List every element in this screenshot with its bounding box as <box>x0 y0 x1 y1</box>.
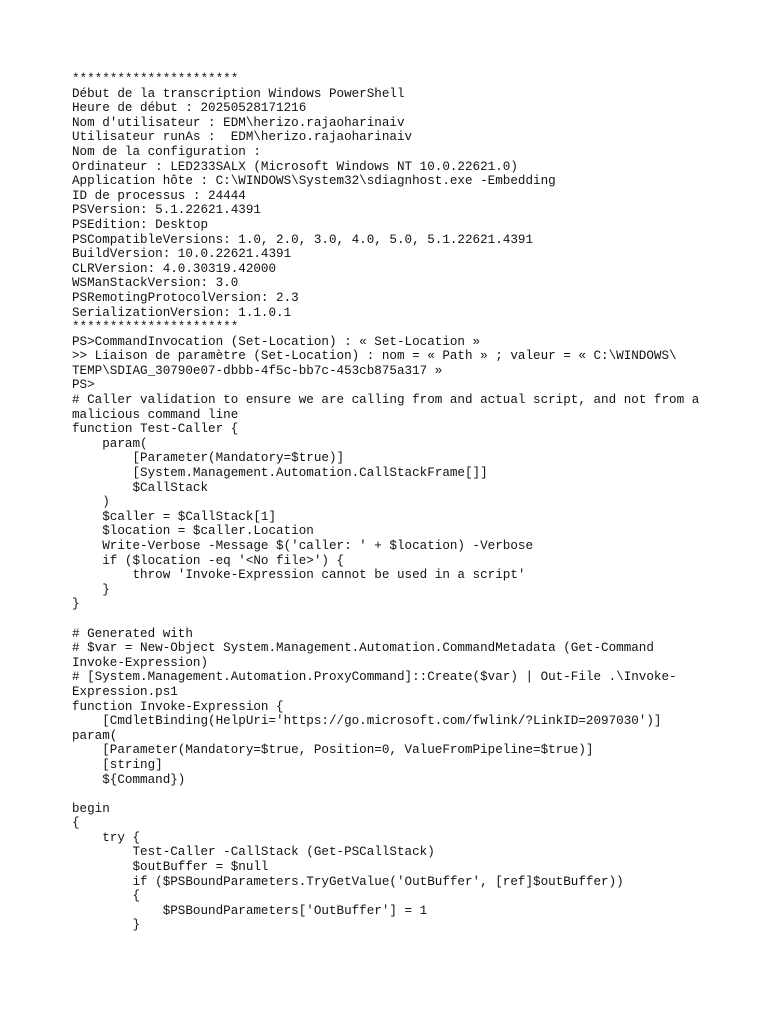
transcript-line: PS> <box>72 378 95 393</box>
transcript-line: $outBuffer = $null <box>72 860 269 875</box>
transcript-line: # Generated with <box>72 626 193 641</box>
transcript-line: { <box>72 889 141 904</box>
transcript-line <box>72 612 712 627</box>
transcript-line: PS>CommandInvocation (Set-Location) : « Set-Location » <box>72 334 481 349</box>
transcript-line: [Parameter(Mandatory=$true)] <box>72 451 345 466</box>
transcript-line: { <box>72 816 80 831</box>
transcript-line: SerializationVersion: 1.1.0.1 <box>72 305 292 320</box>
transcript-line: WSManStackVersion: 3.0 <box>72 276 239 291</box>
transcript-line: [Parameter(Mandatory=$true, Position=0, ValueFromPipeline=$true)] <box>72 743 594 758</box>
transcript-line: [string] <box>72 757 163 772</box>
transcript-line: PSCompatibleVersions: 1.0, 2.0, 3.0, 4.0, 5.0, 5.1.22621.4391 <box>72 232 534 247</box>
transcript-line: begin <box>72 801 110 816</box>
transcript-line: if ($location -eq '<No file>') { <box>72 553 345 568</box>
transcript-line: PSVersion: 5.1.22621.4391 <box>72 203 261 218</box>
transcript-line: Ordinateur : LED233SALX (Microsoft Windows NT 10.0.22621.0) <box>72 159 518 174</box>
transcript-line <box>72 787 712 802</box>
transcript-line: CLRVersion: 4.0.30319.42000 <box>72 261 277 276</box>
transcript-line: try { <box>72 830 141 845</box>
transcript-line: # Caller validation to ensure we are calling from and actual script, and not from a <box>72 393 700 408</box>
transcript-line: Test-Caller -CallStack (Get-PSCallStack) <box>72 845 435 860</box>
transcript-line: Début de la transcription Windows PowerShell <box>72 86 405 101</box>
transcript-line: $location = $caller.Location <box>72 524 314 539</box>
transcript-line: $caller = $CallStack[1] <box>72 509 277 524</box>
transcript-line: TEMP\SDIAG_30790e07-dbbb-4f5c-bb7c-453cb875a317 » <box>72 363 443 378</box>
transcript-line: Write-Verbose -Message $('caller: ' + $location) -Verbose <box>72 539 534 553</box>
transcript-line: malicious command line <box>72 407 239 422</box>
transcript-line: ) <box>72 495 110 510</box>
transcript-line: Heure de début : 20250528171216 <box>72 101 307 116</box>
transcript-line: Expression.ps1 <box>72 684 178 699</box>
transcript-line: } <box>72 597 80 612</box>
transcript-line: throw 'Invoke-Expression cannot be used in a script' <box>72 568 526 583</box>
transcript-line: # $var = New-Object System.Management.Automation.CommandMetadata (Get-Command <box>72 641 654 656</box>
transcript-line: param( <box>72 436 148 451</box>
transcript-line: ${Command}) <box>72 772 186 787</box>
transcript-line: function Invoke-Expression { <box>72 699 284 714</box>
transcript-line: ********************** <box>72 320 239 335</box>
transcript-line: Nom d'utilisateur : EDM\herizo.rajaoharinaiv <box>72 115 405 130</box>
transcript-line: PSRemotingProtocolVersion: 2.3 <box>72 290 299 305</box>
transcript-line: BuildVersion: 10.0.22621.4391 <box>72 247 292 262</box>
transcript-line: # [System.Management.Automation.ProxyCommand]::Create($var) | Out-File .\Invoke- <box>72 670 677 685</box>
transcript-line: [System.Management.Automation.CallStackFrame[]] <box>72 466 488 481</box>
transcript-line: } <box>72 918 141 933</box>
transcript-line: Application hôte : C:\WINDOWS\System32\sdiagnhost.exe -Embedding <box>72 174 556 189</box>
transcript-line: Invoke-Expression) <box>72 655 209 670</box>
transcript-line: if ($PSBoundParameters.TryGetValue('OutBuffer', [ref]$outBuffer)) <box>72 874 624 889</box>
transcript-line: } <box>72 582 110 597</box>
transcript-line: param( <box>72 728 118 743</box>
transcript-line: $PSBoundParameters['OutBuffer'] = 1 <box>72 903 428 918</box>
transcript-line: [CmdletBinding(HelpUri='https://go.microsoft.com/fwlink/?LinkID=2097030')] <box>72 714 662 729</box>
transcript-document <box>72 72 712 933</box>
transcript-line: ID de processus : 24444 <box>72 188 246 203</box>
transcript-line: Nom de la configuration : <box>72 144 261 159</box>
transcript-line: ********************** <box>72 72 239 86</box>
transcript-line: function Test-Caller { <box>72 422 239 437</box>
transcript-line: $CallStack <box>72 480 209 495</box>
transcript-line: Utilisateur runAs : EDM\herizo.rajaoharinaiv <box>72 130 413 145</box>
transcript-line: PSEdition: Desktop <box>72 217 209 232</box>
transcript-line: >> Liaison de paramètre (Set-Location) : nom = « Path » ; valeur = « C:\WINDOWS\ <box>72 349 677 364</box>
